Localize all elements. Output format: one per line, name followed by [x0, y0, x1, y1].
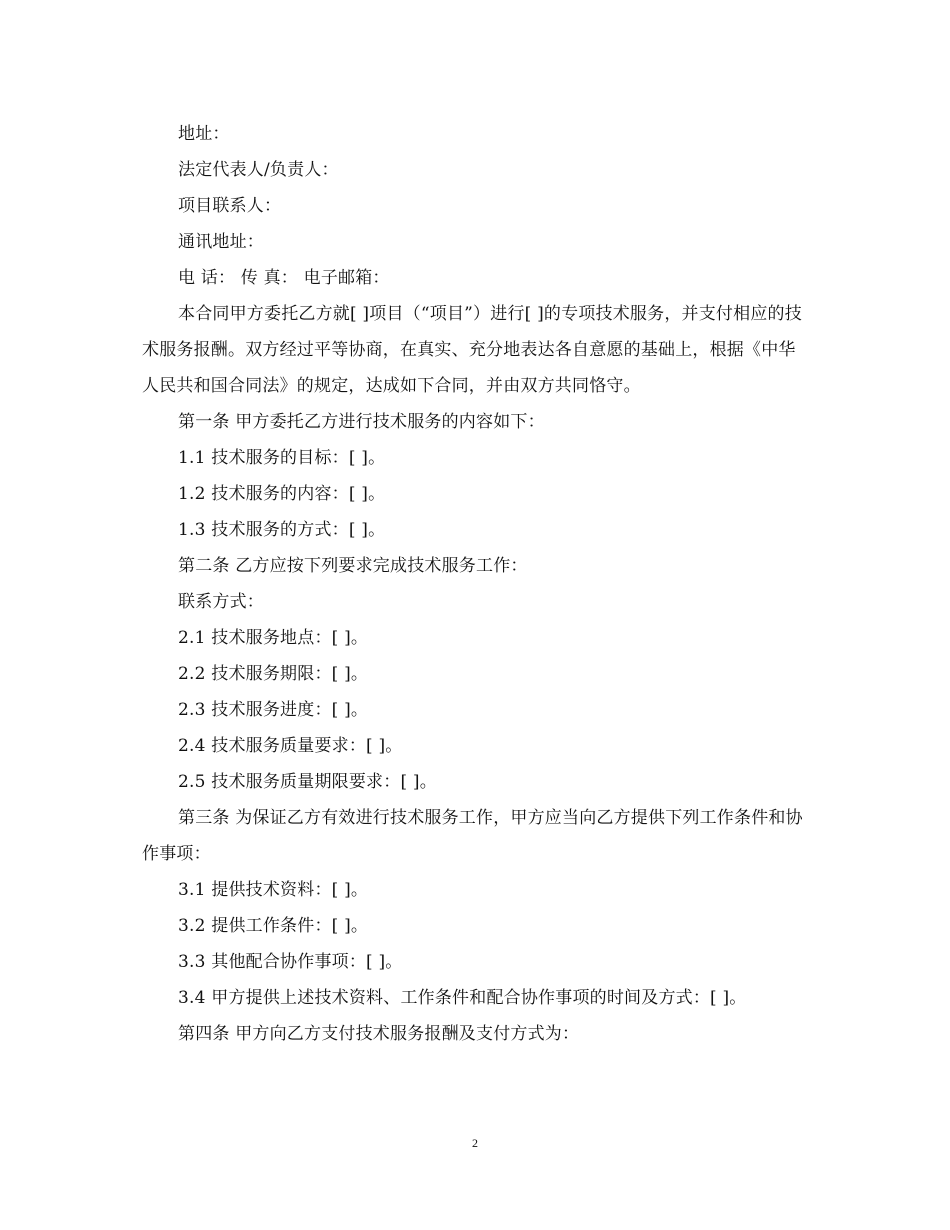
- contact-method-line: 联系方式：: [178, 592, 264, 612]
- clause-2-1: 2.1 技术服务地点：[ ]。: [178, 628, 369, 648]
- clause-3-4: 3.4 甲方提供上述技术资料、工作条件和配合协作事项的时间及方式：[ ]。: [178, 988, 747, 1008]
- clause-2-3: 2.3 技术服务进度：[ ]。: [178, 700, 369, 720]
- legal-representative-line: 法定代表人/负责人：: [178, 160, 339, 180]
- mailing-address-line: 通讯地址：: [178, 232, 264, 252]
- clause-1-3: 1.3 技术服务的方式：[ ]。: [178, 520, 386, 540]
- clause-2-2: 2.2 技术服务期限：[ ]。: [178, 664, 369, 684]
- article-4-heading: 第四条 甲方向乙方支付技术服务报酬及支付方式为：: [178, 1024, 580, 1044]
- clause-2-5: 2.5 技术服务质量期限要求：[ ]。: [178, 772, 437, 792]
- article-3-heading: 第三条 为保证乙方有效进行技术服务工作，甲方应当向乙方提供下列工作条件和协作事项：: [142, 808, 803, 864]
- clause-3-2: 3.2 提供工作条件：[ ]。: [178, 916, 369, 936]
- address-line: 地址：: [178, 124, 230, 144]
- project-contact-line: 项目联系人：: [178, 196, 282, 216]
- clause-2-4: 2.4 技术服务质量要求：[ ]。: [178, 736, 403, 756]
- contract-intro-paragraph: 本合同甲方委托乙方就[ ]项目（“项目”）进行[ ]的专项技术服务，并支付相应的技术服务报酬。双方经过平等协商，在真实、充分地表达各自意愿的基础上，根据《中华人民共和国合同法》的规定，达成如下合同，并由双方共同恪守。: [142, 304, 802, 396]
- document-body: [142, 116, 810, 1052]
- clause-1-1: 1.1 技术服务的目标：[ ]。: [178, 448, 386, 468]
- clause-3-3: 3.3 其他配合协作事项：[ ]。: [178, 952, 403, 972]
- article-2-heading: 第二条 乙方应按下列要求完成技术服务工作：: [178, 556, 528, 576]
- phone-fax-email-line: 电 话： 传 真： 电子邮箱：: [178, 268, 390, 288]
- article-1-heading: 第一条 甲方委托乙方进行技术服务的内容如下：: [178, 412, 545, 432]
- clause-1-2: 1.2 技术服务的内容：[ ]。: [178, 484, 386, 504]
- page-number: 2: [472, 1136, 478, 1150]
- clause-3-1: 3.1 提供技术资料：[ ]。: [178, 880, 369, 900]
